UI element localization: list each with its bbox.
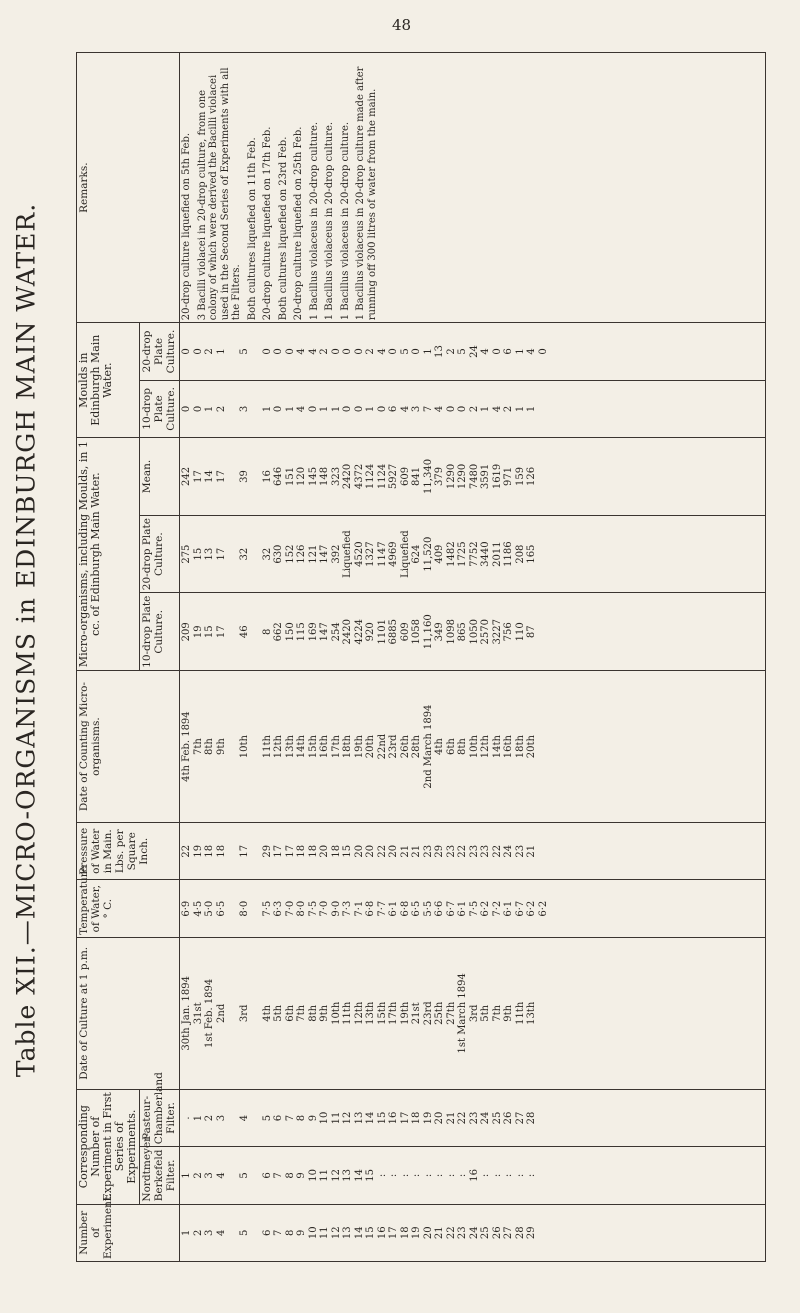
header-corresponding: Corresponding Number of Experiment in First Series of Experiments. bbox=[77, 1089, 140, 1204]
header-temperature: Temperature of Water, ° C. bbox=[77, 880, 180, 937]
col-moulds-ten: 0 0 1 2 3 1 0 1 4 0 1 1 0 0 1 0 6 4 3 7 4 0 0 2 1 4 2 1 1 bbox=[180, 380, 766, 437]
col-experiment: 1 2 3 4 5 6 7 8 9 10 11 12 13 14 15 16 17 18 19 20 21 22 23 24 25 26 27 28 29 bbox=[180, 1204, 766, 1261]
remark-item: 1 Bacillus violaceus in 20-drop culture made after running off 300 litres of water from the main. bbox=[355, 66, 378, 321]
remark-item: Both cultures liquefied on 23rd Feb. bbox=[277, 136, 289, 321]
header-remarks: Remarks. bbox=[77, 53, 180, 323]
page-number: 48 bbox=[392, 16, 412, 34]
header-ten-drop: 10-drop Plate Culture. bbox=[140, 593, 180, 671]
remark-item: 20-drop culture liquefied on 5th Feb. bbox=[181, 132, 192, 321]
table-sheet bbox=[76, 52, 766, 1262]
col-remarks bbox=[180, 53, 766, 323]
header-moulds-group: Moulds in Edinburgh Main Water. bbox=[77, 323, 140, 438]
remark-item: Both cultures liquefied on 11th Feb. bbox=[246, 137, 258, 321]
header-pressure: Pressure of Water in Main. Lbs. per Square Inch. bbox=[77, 823, 180, 880]
table-title bbox=[0, 0, 52, 1313]
table-title-text: Table XII.—MICRO-ORGANISMS in EDINBURGH MAIN WATER. bbox=[11, 202, 41, 1078]
header-nordtmeyer: Nordtmeyer-Berkefeld Filter. bbox=[140, 1147, 180, 1204]
header-moulds-twenty: 20-drop Plate Culture. bbox=[140, 323, 180, 380]
header-experiment: Number of Experiment. bbox=[77, 1204, 180, 1261]
remark-item: 20-drop culture liquefied on 25th Feb. bbox=[293, 126, 304, 321]
col-mean: 242 17 14 17 39 16 646 151 120 145 148 323 2420 4372 1124 1124 5927 609 841 11,340 379 1290 1290 7480 3591 1619 971 159 126 bbox=[180, 438, 766, 516]
header-pasteur: Pasteur-Chamberland Filter. bbox=[140, 1089, 180, 1146]
col-temperature: 6·9 4·5 5·0 6·5 8·0 7·5 6·3 7·0 8·0 7·5 7·0 9·0 7·3 7·1 6·8 7·7 6·1 6·8 6·5 5·5 6·6 6·7 6·1 7·5 6·2 7·2 6·1 6·7 6·2 6·2 bbox=[180, 880, 766, 937]
remark-item: 1 Bacillus violaceus in 20-drop culture. bbox=[339, 121, 351, 321]
col-date-counting: 4th Feb. 1894 7th 8th 9th 10th 11th 12th 13th 14th 15th 16th 17th 18th 19th 20th 22nd 23rd 26th 28th 2nd March 1894 4th 6th 8th 10th 12th 14th 16th 18th 20th bbox=[180, 671, 766, 823]
data-table bbox=[76, 52, 766, 1262]
remark-item: 1 Bacillus violaceus in 20-drop culture. bbox=[308, 121, 320, 321]
col-ten-drop: 209 19 15 17 46 8 662 150 115 169 147 254 2420 4224 920 1101 6885 609 1058 11,160 349 1098 865 1050 2570 3227 756 110 87 bbox=[180, 593, 766, 671]
remark-item: 20-drop culture liquefied on 17th Feb. bbox=[262, 126, 273, 321]
header-mean: Mean. bbox=[140, 438, 180, 516]
col-nordtmeyer: 1 2 3 4 5 6 7 8 9 10 11 12 13 14 15 : : : : : : : : 16 : : : : : bbox=[180, 1147, 766, 1204]
remark-item: 1 Bacillus violaceus in 20-drop culture. bbox=[324, 121, 335, 321]
header-moulds-ten: 10-drop Plate Culture. bbox=[140, 380, 180, 437]
col-moulds-twenty: 0 0 2 1 5 0 0 0 4 4 2 0 0 0 2 4 0 5 0 1 13 2 5 24 4 0 6 1 4 0 bbox=[180, 323, 766, 380]
col-twenty-drop: 275 15 13 17 32 32 630 152 126 121 147 392 Liquefied 4520 1327 1147 4969 Liquefied 624 11,520 409 1482 1725 7752 3440 2011 1186 208 165 bbox=[180, 515, 766, 593]
header-twenty-drop: 20-drop Plate Culture. bbox=[140, 515, 180, 593]
col-date-culture: 30th Jan. 1894 31st 1st Feb. 1894 2nd 3rd 4th 5th 6th 7th 8th 9th 10th 11th 12th 13th 15th 17th 19th 21st 23rd 25th 27th 1st March 1894 3rd 5th 7th 9th 11th 13th bbox=[180, 937, 766, 1089]
col-pressure: 22 19 18 18 17 29 17 17 18 18 20 18 15 20 20 22 20 21 21 23 29 23 22 23 23 22 24 23 21 bbox=[180, 823, 766, 880]
rotated-table bbox=[76, 52, 766, 1262]
header-micro-group: Micro-organisms, including Moulds, in 1 cc. of Edinburgh Main Water. bbox=[77, 438, 140, 671]
remark-item: 3 Bacilli violacei in 20-drop culture, from one colony of which were derived the Bacilli violacei used in the Second Series of Experiments with all the Filters. bbox=[196, 67, 242, 321]
col-pasteur: . 1 2 3 4 5 6 7 8 9 10 11 12 13 14 15 16 17 18 19 20 21 22 23 24 25 26 27 28 bbox=[180, 1089, 766, 1146]
header-date-counting: Date of Counting Micro-organisms. bbox=[77, 671, 180, 823]
header-date-culture: Date of Culture at 1 p.m. bbox=[77, 937, 180, 1089]
